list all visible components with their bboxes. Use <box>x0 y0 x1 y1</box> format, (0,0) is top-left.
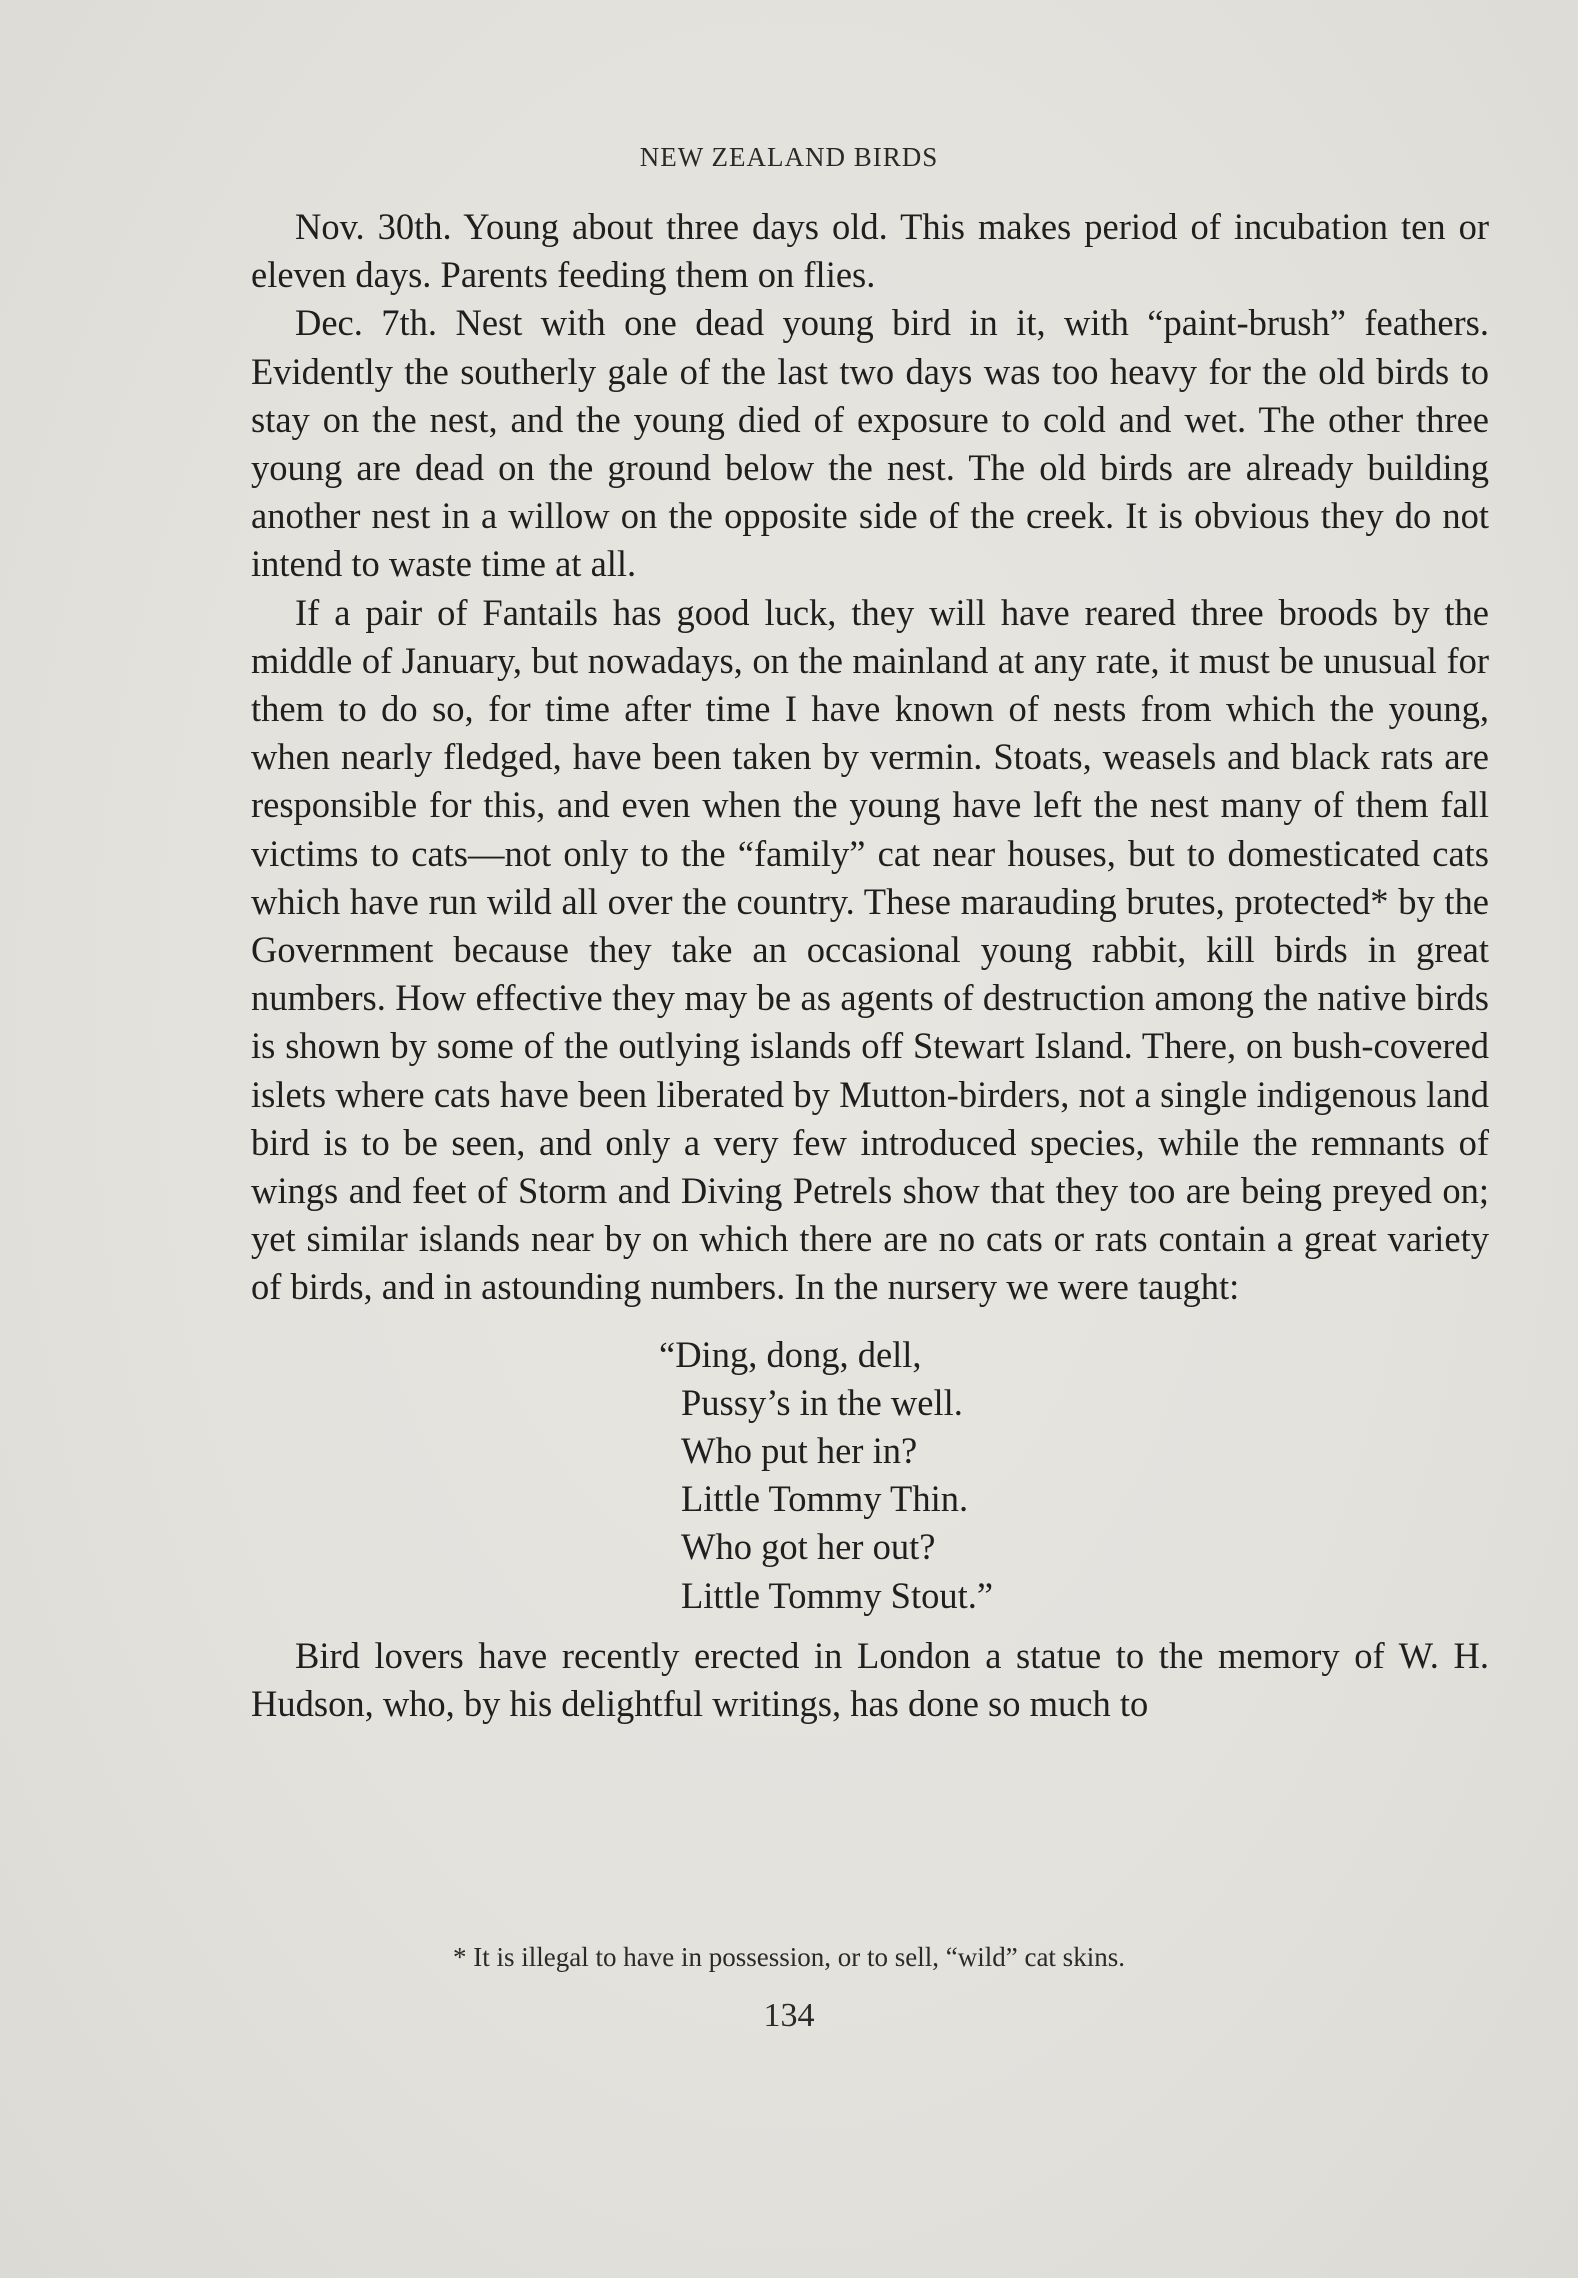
running-head: NEW ZEALAND BIRDS <box>639 142 939 172</box>
paragraph-fantails: If a pair of Fantails has good luck, they will have reared three broods by the middle of January, but nowadays, on the mainland at any rate, it must be unusual for them to do so, for time after time I have known of nests from which the young, when nearly fledged, have been taken by vermin. Stoats, weasels and black rats are responsible for this, and even when the young have left the nest many of them fall victims to cats—not only to the “family” cat near houses, but to domesticated cats which have run wild all over the country. These marauding brutes, protected* by the Government because they take an occasional young rabbit, kill birds in great numbers. How effective they may be as agents of destruction among the native birds is shown by some of the outlying islands off Stewart Island. There, on bush-covered islets where cats have been liberated by Mutton-birders, not a single indigenous land bird is to be seen, and only a very few introduced species, while the remnants of wings and feet of Storm and Diving Petrels show that they too are being preyed on; yet similar islands near by on which there are no cats or rats contain a great variety of birds, and in astounding numbers. In the nursery we were taught: <box>251 591 1489 1308</box>
page-number: 134 <box>763 1997 815 2034</box>
poem-line: Little Tommy Stout.” <box>681 1574 994 1616</box>
footnote: * It is illegal to have in possession, or to sell, “wild” cat skins. <box>453 1942 1125 1972</box>
poem-line: Who got her out? <box>681 1526 936 1568</box>
nursery-rhyme <box>659 1331 1489 1620</box>
poem-line: Pussy’s in the well. <box>681 1381 963 1423</box>
paragraph-hudson: Bird lovers have recently erected in London a statue to the memory of W. H. Hudson, who, by his delightful writings, has done so much to <box>251 1634 1489 1725</box>
body-text <box>251 203 1489 1728</box>
paragraph-nov-30: Nov. 30th. Young about three days old. This makes period of incubation ten or eleven days. Parents feeding them on flies. <box>251 206 1489 296</box>
poem-line: Little Tommy Thin. <box>681 1478 969 1520</box>
poem-line: “Ding, dong, dell, <box>659 1333 922 1375</box>
paragraph-dec-7: Dec. 7th. Nest with one dead young bird in it, with “paint-brush” feathers. Evidently the southerly gale of the last two days was too heavy for the old birds to stay on the nest, and the young died of exposure to cold and wet. The other three young are dead on the ground below the nest. The old birds are already building another nest in a willow on the opposite side of the creek. It is obvious they do not intend to waste time at all. <box>251 302 1489 585</box>
poem-line: Who put her in? <box>681 1430 918 1472</box>
